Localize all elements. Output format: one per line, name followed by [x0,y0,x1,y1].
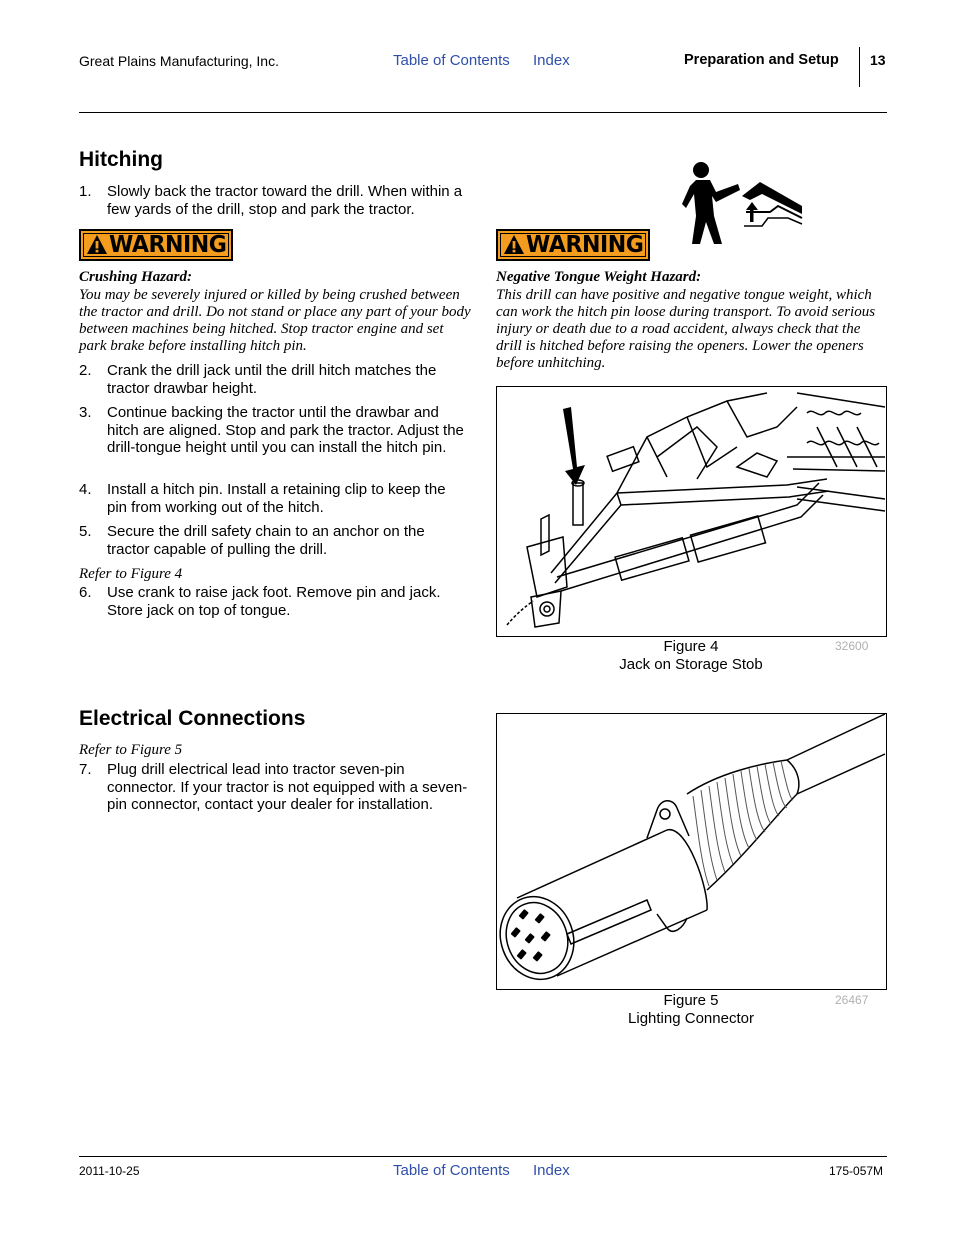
tongue-weight-pictogram-icon [682,160,804,246]
footer-date: 2011-10-25 [79,1164,140,1178]
figure-4-caption-title: Jack on Storage Stob [619,656,763,673]
index-link-footer[interactable]: Index [533,1162,570,1179]
figure-5-caption-number: Figure 5 [663,992,719,1009]
warning-triangle-icon [503,234,525,256]
jack-on-storage-stob-illustration [497,387,886,636]
step-4: 4. Install a hitch pin. Install a retaining clip to keep the pin from working out of the hitch. [79,481,446,516]
figure-5-id: 26467 [835,993,869,1007]
footer-doc-number: 175-057M [829,1164,884,1178]
figure-5-caption-title: Lighting Connector [628,1010,754,1027]
header-rule [79,112,887,113]
step-7: 7. Plug drill electrical lead into tractor seven-pin connector. If your tractor is not equipped with a seven-pin connector, contact your dealer for installation. [79,761,468,813]
toc-link-footer[interactable]: Table of Contents [393,1162,510,1179]
hitching-heading: Hitching [79,148,163,171]
refer-figure-4: Refer to Figure 4 [79,566,183,582]
tongue-weight-hazard-title: Negative Tongue Weight Hazard: [496,269,702,285]
figure-4-image [496,386,887,637]
figure-4-id: 32600 [835,639,869,653]
index-link-header[interactable]: Index [533,52,570,69]
step-3: 3. Continue backing the tractor until the drawbar and hitch are aligned. Stop and park the tractor. Adjust the drill-tongue height until you can install the hitch pin. [79,404,464,456]
footer-rule [79,1156,887,1157]
warning-triangle-icon [86,234,108,256]
figure-5-image [496,713,887,990]
step-2: 2. Crank the drill jack until the drill hitch matches the tractor drawbar height. [79,362,437,397]
tongue-weight-hazard-body: This drill can have positive and negative tongue weight, which can work the hitch pin loose during transport. To avoid serious injury or death due to a road accident, always check that the drill is hitched before raising the openers. Lower the openers before unhitching. [496,287,876,371]
page-number: 13 [870,52,886,68]
step-6: 6. Use crank to raise jack foot. Remove pin and jack. Store jack on top of tongue. [79,584,441,619]
lighting-connector-illustration [497,714,886,989]
figure-4-caption-number: Figure 4 [663,638,719,655]
header-divider [859,47,860,87]
warning-label-2: WARNING [496,229,650,261]
section-title: Preparation and Setup [684,52,839,68]
crushing-hazard-body: You may be severely injured or killed by being crushed between the tractor and drill. Do not stand or place any part of your body between machines being hitched. Stop tractor engine and set park brake before installing hitch pin. [79,287,471,354]
company-name: Great Plains Manufacturing, Inc. [79,53,279,69]
step-1: 1. Slowly back the tractor toward the drill. When within a few yards of the drill, stop and park the tractor. [79,183,463,218]
toc-link-header[interactable]: Table of Contents [393,52,510,69]
electrical-connections-heading: Electrical Connections [79,707,306,730]
crushing-hazard-title: Crushing Hazard: [79,269,192,285]
step-5: 5. Secure the drill safety chain to an anchor on the tractor capable of pulling the drill. [79,523,425,558]
refer-figure-5: Refer to Figure 5 [79,742,183,758]
warning-label-1: WARNING [79,229,233,261]
